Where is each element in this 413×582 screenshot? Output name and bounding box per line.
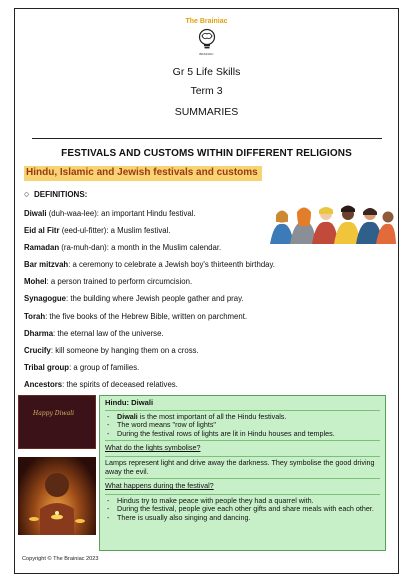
definition-term: Dharma [24, 328, 54, 338]
summaries-heading: SUMMARIES [174, 106, 239, 118]
list-item: - During the festival, people give each other gifts and share meals with each other. [105, 505, 380, 514]
definition-text: : kill someone by hanging them on a cross. [50, 345, 199, 355]
definition-item [24, 256, 354, 273]
definition-term: Bar mitzvah [24, 260, 69, 270]
list-item: - There is usually also singing and dancing. [105, 514, 380, 523]
definition-item [24, 359, 354, 376]
definition-term: Tribal group [24, 362, 70, 372]
definition-item [24, 308, 354, 325]
definition-item [24, 342, 354, 359]
section-subtitle: Hindu, Islamic and Jewish festivals and customs [24, 166, 262, 181]
section-title: FESTIVALS AND CUSTOMS WITHIN DIFFERENT RELIGIONS [61, 148, 352, 159]
diwali-facts-list [105, 413, 380, 439]
definition-item [24, 290, 354, 307]
happy-diwali-card-text: Happy Diwali [33, 410, 75, 417]
definition-text: : a group of families. [69, 362, 140, 372]
definition-item [24, 273, 354, 290]
definition-text: (duh-waa-lee): an important Hindu festival. [46, 209, 196, 218]
definition-term: Eid al Fitr [24, 226, 60, 236]
diverse-people-illustration [268, 200, 396, 244]
answer-lights-symbolise: Lamps represent light and drive away the darkness. They symbolise the good driving away the evil. [105, 457, 375, 476]
definition-text: : a ceremony to celebrate a Jewish boy's thirteenth birthday. [68, 260, 275, 270]
definition-term: Crucify [24, 345, 51, 355]
list-item-text: is the most important of all the Hindu festivals. [137, 411, 287, 421]
definition-text: : the spirits of deceased relatives. [62, 379, 178, 389]
brand-name: The Brainiac [185, 18, 228, 25]
diwali-term: Diwali [117, 411, 138, 421]
definition-text: : a person trained to perform circumcision. [46, 277, 193, 287]
box-divider [105, 478, 380, 479]
grade-heading: Gr 5 Life Skills [172, 66, 241, 78]
list-item: - The word means "row of lights" [105, 421, 380, 430]
hindu-diwali-box [99, 395, 386, 551]
question-what-happens: What happens during the festival? [105, 481, 214, 491]
list-item: - Hindus try to make peace with people they had a quarrel with. [105, 497, 380, 506]
brain-lightbulb-logo-icon [197, 28, 217, 52]
definition-text: (ra-muh-dan): a month in the Muslim calendar. [59, 243, 222, 253]
definition-term: Ancestors [24, 379, 63, 389]
box-divider [105, 456, 380, 457]
definitions-heading-label: DEFINITIONS: [34, 190, 88, 199]
definition-term: Ramadan [24, 243, 60, 253]
box-title: Hindu: Diwali [105, 398, 154, 407]
definitions-heading [24, 189, 87, 199]
divider-rule [32, 138, 382, 139]
copyright-footer: Copyright © The Brainiac 2023 [22, 556, 99, 562]
diwali-lamp-girl-image [18, 457, 96, 535]
list-item: - During the festival rows of lights are lit in Hindu houses and temples. [105, 430, 380, 439]
term-heading: Term 3 [190, 85, 223, 97]
definition-text: : the five books of the Hebrew Bible, written on parchment. [45, 311, 248, 321]
happy-diwali-card-image [18, 395, 96, 449]
question-lights-symbolise: What do the lights symbolise? [105, 443, 201, 453]
definition-item [24, 376, 354, 393]
definition-item [24, 325, 354, 342]
definition-text: : the building where Jewish people gather and pray. [66, 294, 244, 304]
box-divider [105, 494, 380, 495]
definition-term: Mohel [24, 277, 47, 287]
definition-text: (eed-ul-fitter): a Muslim festival. [59, 226, 171, 236]
definition-text: : the eternal law of the universe. [53, 328, 164, 338]
box-divider [105, 410, 380, 411]
box-divider [105, 440, 380, 441]
lightbulb-icon: ○ [24, 189, 30, 199]
definition-term: Diwali [24, 209, 47, 218]
festival-activities-list [105, 497, 380, 523]
diya-lamps-icon [18, 457, 96, 535]
logo-text: BRAINIAC [199, 52, 214, 56]
definition-term: Synagogue [24, 294, 67, 304]
definition-term: Torah [24, 311, 46, 321]
